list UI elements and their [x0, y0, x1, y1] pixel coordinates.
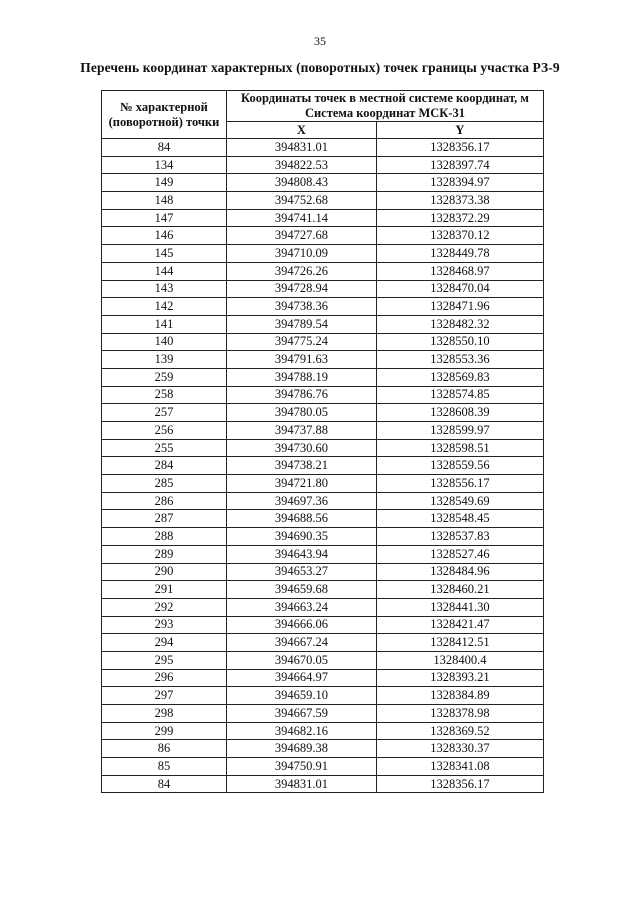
point-number-cell: 298: [102, 705, 227, 723]
y-coordinate-cell: 1328470.04: [376, 280, 543, 298]
point-number-cell: 296: [102, 669, 227, 687]
y-coordinate-cell: 1328559.56: [376, 457, 543, 475]
y-coordinate-cell: 1328369.52: [376, 722, 543, 740]
x-coordinate-cell: 394788.19: [227, 368, 377, 386]
x-coordinate-cell: 394682.16: [227, 722, 377, 740]
coordinates-table: [101, 90, 544, 793]
x-coordinate-cell: 394663.24: [227, 598, 377, 616]
table-row: [102, 457, 544, 475]
x-coordinate-cell: 394789.54: [227, 315, 377, 333]
point-number-cell: 290: [102, 563, 227, 581]
y-coordinate-cell: 1328598.51: [376, 439, 543, 457]
y-coordinate-cell: 1328341.08: [376, 758, 543, 776]
point-number-cell: 287: [102, 510, 227, 528]
table-row: [102, 475, 544, 493]
y-coordinate-cell: 1328548.45: [376, 510, 543, 528]
point-number-cell: 284: [102, 457, 227, 475]
x-coordinate-cell: 394726.26: [227, 262, 377, 280]
table-row: [102, 775, 544, 793]
x-coordinate-cell: 394721.80: [227, 475, 377, 493]
table-row: [102, 687, 544, 705]
point-number-cell: 84: [102, 139, 227, 157]
table-row: [102, 174, 544, 192]
x-coordinate-cell: 394664.97: [227, 669, 377, 687]
x-coordinate-cell: 394808.43: [227, 174, 377, 192]
y-coordinate-cell: 1328441.30: [376, 598, 543, 616]
table-row: [102, 669, 544, 687]
point-number-cell: 292: [102, 598, 227, 616]
y-coordinate-cell: 1328482.32: [376, 315, 543, 333]
y-coordinate-cell: 1328449.78: [376, 245, 543, 263]
y-coordinate-cell: 1328400.4: [376, 651, 543, 669]
x-coordinate-cell: 394690.35: [227, 528, 377, 546]
point-number-cell: 299: [102, 722, 227, 740]
point-number-cell: 288: [102, 528, 227, 546]
y-coordinate-cell: 1328549.69: [376, 492, 543, 510]
y-coordinate-cell: 1328356.17: [376, 775, 543, 793]
x-coordinate-cell: 394737.88: [227, 422, 377, 440]
x-coordinate-cell: 394780.05: [227, 404, 377, 422]
table-row: [102, 705, 544, 723]
point-number-cell: 141: [102, 315, 227, 333]
y-coordinate-cell: 1328384.89: [376, 687, 543, 705]
point-number-cell: 258: [102, 386, 227, 404]
y-coordinate-cell: 1328412.51: [376, 634, 543, 652]
x-coordinate-cell: 394822.53: [227, 156, 377, 174]
y-coordinate-cell: 1328356.17: [376, 139, 543, 157]
x-coordinate-cell: 394775.24: [227, 333, 377, 351]
table-row: [102, 245, 544, 263]
page-number: 35: [314, 34, 326, 48]
table-row: [102, 192, 544, 210]
y-coordinate-cell: 1328397.74: [376, 156, 543, 174]
x-coordinate-cell: 394791.63: [227, 351, 377, 369]
point-number-cell: 297: [102, 687, 227, 705]
table-body: [102, 139, 544, 793]
point-number-cell: 86: [102, 740, 227, 758]
point-number-cell: 289: [102, 545, 227, 563]
table-row: [102, 422, 544, 440]
point-number-cell: 259: [102, 368, 227, 386]
header-coordinates: Координаты точек в местной системе координат, м Система координат МСК-31: [227, 91, 544, 122]
point-number-cell: 140: [102, 333, 227, 351]
table-row: [102, 209, 544, 227]
point-number-cell: 294: [102, 634, 227, 652]
table-row: [102, 439, 544, 457]
y-coordinate-cell: 1328537.83: [376, 528, 543, 546]
x-coordinate-cell: 394738.36: [227, 298, 377, 316]
x-coordinate-cell: 394659.68: [227, 581, 377, 599]
header-y: Y: [376, 122, 543, 139]
y-coordinate-cell: 1328330.37: [376, 740, 543, 758]
table-row: [102, 386, 544, 404]
table-row: [102, 528, 544, 546]
x-coordinate-cell: 394730.60: [227, 439, 377, 457]
x-coordinate-cell: 394738.21: [227, 457, 377, 475]
x-coordinate-cell: 394653.27: [227, 563, 377, 581]
y-coordinate-cell: 1328394.97: [376, 174, 543, 192]
y-coordinate-cell: 1328553.36: [376, 351, 543, 369]
point-number-cell: 291: [102, 581, 227, 599]
y-coordinate-cell: 1328373.38: [376, 192, 543, 210]
header-point-number: № характерной (поворотной) точки: [102, 91, 227, 139]
y-coordinate-cell: 1328574.85: [376, 386, 543, 404]
table-row: [102, 722, 544, 740]
y-coordinate-cell: 1328393.21: [376, 669, 543, 687]
table-row: [102, 740, 544, 758]
x-coordinate-cell: 394831.01: [227, 139, 377, 157]
x-coordinate-cell: 394666.06: [227, 616, 377, 634]
table-row: [102, 404, 544, 422]
x-coordinate-cell: 394659.10: [227, 687, 377, 705]
x-coordinate-cell: 394741.14: [227, 209, 377, 227]
point-number-cell: 85: [102, 758, 227, 776]
x-coordinate-cell: 394728.94: [227, 280, 377, 298]
document-title: Перечень координат характерных (поворотных) точек границы участка РЗ-9: [80, 60, 560, 75]
y-coordinate-cell: 1328484.96: [376, 563, 543, 581]
table-row: [102, 333, 544, 351]
y-coordinate-cell: 1328460.21: [376, 581, 543, 599]
table-row: [102, 156, 544, 174]
table-row: [102, 758, 544, 776]
table-row: [102, 510, 544, 528]
point-number-cell: 256: [102, 422, 227, 440]
point-number-cell: 84: [102, 775, 227, 793]
point-number-cell: 139: [102, 351, 227, 369]
point-number-cell: 255: [102, 439, 227, 457]
y-coordinate-cell: 1328527.46: [376, 545, 543, 563]
table-row: [102, 298, 544, 316]
x-coordinate-cell: 394667.24: [227, 634, 377, 652]
table-row: [102, 227, 544, 245]
table-row: [102, 563, 544, 581]
table-row: [102, 280, 544, 298]
table-row: [102, 262, 544, 280]
point-number-cell: 149: [102, 174, 227, 192]
x-coordinate-cell: 394670.05: [227, 651, 377, 669]
table-row: [102, 634, 544, 652]
point-number-cell: 143: [102, 280, 227, 298]
y-coordinate-cell: 1328599.97: [376, 422, 543, 440]
header-x: X: [227, 122, 377, 139]
table-row: [102, 351, 544, 369]
point-number-cell: 147: [102, 209, 227, 227]
table-row: [102, 651, 544, 669]
point-number-cell: 293: [102, 616, 227, 634]
x-coordinate-cell: 394697.36: [227, 492, 377, 510]
table-row: [102, 139, 544, 157]
table-row: [102, 581, 544, 599]
x-coordinate-cell: 394831.01: [227, 775, 377, 793]
point-number-cell: 145: [102, 245, 227, 263]
table-row: [102, 368, 544, 386]
y-coordinate-cell: 1328608.39: [376, 404, 543, 422]
point-number-cell: 295: [102, 651, 227, 669]
table-header-row: [102, 91, 544, 122]
table-row: [102, 545, 544, 563]
x-coordinate-cell: 394667.59: [227, 705, 377, 723]
point-number-cell: 286: [102, 492, 227, 510]
x-coordinate-cell: 394750.91: [227, 758, 377, 776]
x-coordinate-cell: 394727.68: [227, 227, 377, 245]
table-row: [102, 315, 544, 333]
y-coordinate-cell: 1328468.97: [376, 262, 543, 280]
point-number-cell: 285: [102, 475, 227, 493]
point-number-cell: 257: [102, 404, 227, 422]
y-coordinate-cell: 1328378.98: [376, 705, 543, 723]
y-coordinate-cell: 1328372.29: [376, 209, 543, 227]
x-coordinate-cell: 394688.56: [227, 510, 377, 528]
point-number-cell: 134: [102, 156, 227, 174]
point-number-cell: 148: [102, 192, 227, 210]
y-coordinate-cell: 1328556.17: [376, 475, 543, 493]
y-coordinate-cell: 1328550.10: [376, 333, 543, 351]
table-row: [102, 492, 544, 510]
y-coordinate-cell: 1328421.47: [376, 616, 543, 634]
x-coordinate-cell: 394689.38: [227, 740, 377, 758]
table-row: [102, 598, 544, 616]
x-coordinate-cell: 394710.09: [227, 245, 377, 263]
x-coordinate-cell: 394752.68: [227, 192, 377, 210]
x-coordinate-cell: 394786.76: [227, 386, 377, 404]
table-row: [102, 616, 544, 634]
point-number-cell: 142: [102, 298, 227, 316]
y-coordinate-cell: 1328370.12: [376, 227, 543, 245]
point-number-cell: 146: [102, 227, 227, 245]
point-number-cell: 144: [102, 262, 227, 280]
y-coordinate-cell: 1328471.96: [376, 298, 543, 316]
y-coordinate-cell: 1328569.83: [376, 368, 543, 386]
x-coordinate-cell: 394643.94: [227, 545, 377, 563]
